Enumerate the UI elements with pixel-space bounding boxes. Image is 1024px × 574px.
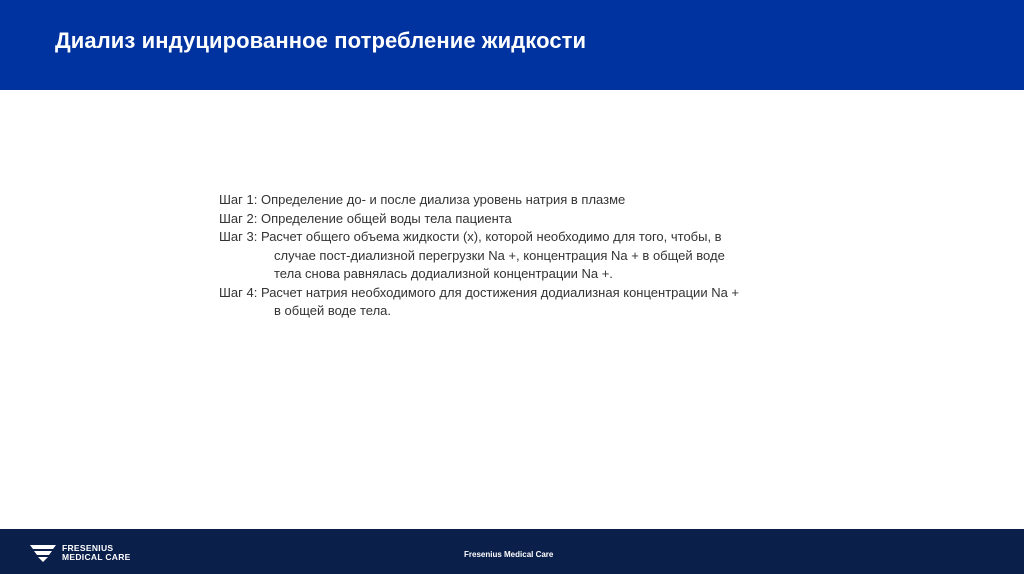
step-4-continuation: в общей воде тела. xyxy=(274,303,392,318)
slide-title: Диализ индуцированное потребление жидкости xyxy=(55,28,587,53)
step-3-continuation: тела снова равнялась додиализной концентрации Na +. xyxy=(274,266,613,281)
step-4-text: Шаг 4: Расчет натрия необходимого для достижения додиализная концентрации Na + xyxy=(219,284,740,300)
step-2-text: Шаг 2: Определение общей воды тела пациента xyxy=(219,210,512,226)
step-3-text: Шаг 3: Расчет общего объема жидкости (x), которой необходимо для того, чтобы, в xyxy=(219,229,722,244)
logo-line-2: MEDICAL CARE xyxy=(62,552,131,562)
fresenius-logo-icon xyxy=(30,543,56,563)
slide-body xyxy=(219,191,839,321)
step-1-text: Шаг 1: Определение до- и после диализа уровень натрия в плазме xyxy=(219,192,626,207)
footer-company-name: Fresenius Medical Care xyxy=(464,550,554,559)
title-bar xyxy=(0,0,1024,90)
logo-line-1: FRESENIUS xyxy=(62,542,114,553)
company-logo xyxy=(30,543,131,563)
footer-bar xyxy=(0,529,1024,574)
logo-wordmark xyxy=(62,544,131,563)
step-3-continuation: случае пост-диализной перегрузки Na +, концентрация Na + в общей воде xyxy=(274,247,725,263)
